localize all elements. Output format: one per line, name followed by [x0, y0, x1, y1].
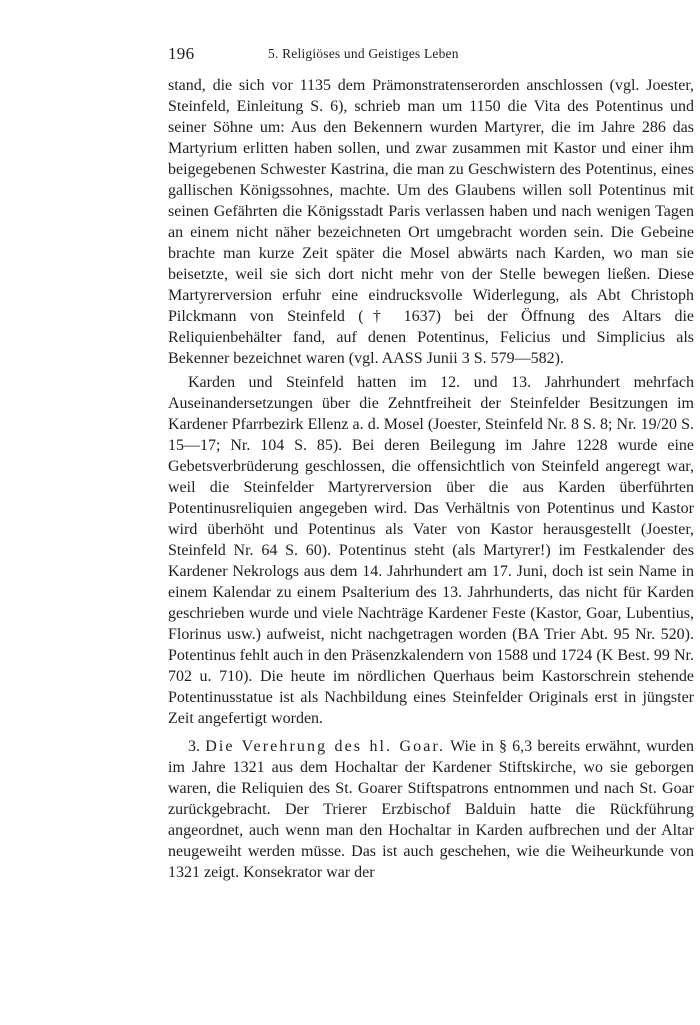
- paragraph-2-text: Karden und Steinfeld hatten im 12. und 13. Jahrhundert mehrfach Auseinandersetzungen über die Zehntfreiheit der Steinfelder Besitzungen im Kardener Pfarrbezirk Ellenz a. d. Mosel (Joester, Steinfeld Nr. 8 S. 8; Nr. 19/20 S. 15—17; Nr. 104 S. 85). Bei deren Beilegung im Jahre 1228 wurde eine Gebetsverbrüderung geschlossen, die offensichtlich von Steinfeld angeregt war, weil die Steinfelder Martyrerversion über die aus Karden überführten Potentinusreliquien angegeben wird. Das Verhältnis von Potentinus und Kastor wird überhöht und Potentinus als Vater von Kastor herausgestellt (Joester, Steinfeld Nr. 64 S. 60). Potentinus steht (als Martyrer!) im Festkalender des Kardener Nekrologs aus dem 14. Jahrhundert am 17. Juni, doch ist sein Name in einem Kalendar zu einem Psalterium des 13. Jahrhunderts, das nicht für Karden geschrieben wurde und viele Nachträge Kardener Feste (Kastor, Goar, Lubentius, Florinus usw.) aufweist, nicht nachgetragen worden (BA Trier Abt. 95 Nr. 520). Potentinus fehlt auch in den Präsenzkalendern von 1588 und 1724 (K Best. 99 Nr. 702 u. 710). Die heute im nördlichen Querhaus beim Kastorschrein stehende Potentinusstatue ist als Nachbildung eines Steinfelder Originals erst in jüngster Zeit angefertigt worden.: [168, 374, 694, 727]
- section-number: 3.: [188, 738, 200, 755]
- section-heading: Die Verehrung des hl. Goar.: [205, 738, 446, 755]
- running-head: [168, 44, 694, 66]
- paragraph-1: [168, 75, 694, 369]
- paragraph-2: [168, 372, 694, 729]
- section-title: 5. Religiöses und Geistiges Leben: [268, 46, 459, 61]
- paragraph-3-body: [168, 736, 694, 883]
- page-number: 196: [168, 44, 195, 63]
- paragraph-1-text: stand, die sich vor 1135 dem Prämonstratenserorden anschlossen (vgl. Joester, Steinfeld, Einleitung S. 6), schrieb man um 1150 die Vita des Potentinus und seiner Söhne um: Aus den Bekennern wurden Martyrer, die im Jahre 286 das Martyrium erlitten haben sollen, und zwar zusammen mit Kastor und einer ihm beigegebenen Schwester Kastrina, die man zu Geschwistern des Potentinus, eines gallischen Königssohnes, machte. Um des Glaubens willen soll Potentinus mit seinen Gefährten die Königsstadt Paris verlassen haben und nach wenigen Tagen an einem nicht näher bezeichneten Ort umgebracht worden sein. Die Gebeine brachte man kurze Zeit später die Mosel abwärts nach Karden, wo man sie beisetzte, weil sie sich dort nicht mehr von der Stelle bewegen ließen. Diese Martyrerversion erfuhr eine eindrucksvolle Widerlegung, als Abt Christoph Pilckmann von Steinfeld († 1637) bei der Öffnung des Altars die Reliquienbehälter fand, auf denen Potentinus, Felicius und Simplicius als Bekenner bezeichnet waren (vgl. AASS Junii 3 S. 579—582).: [168, 77, 694, 367]
- paragraph-3-text: Wie in § 6,3 bereits erwähnt, wurden im Jahre 1321 aus dem Hochaltar der Kardener Stiftskirche, wo sie geborgen waren, die Reliquien des St. Goarer Stiftspatrons entnommen und nach St. Goar zurückgebracht. Der Trierer Erzbischof Balduin hatte die Rückführung angeordnet, auch wenn man den Hochaltar in Karden aufbrechen und der Altar neugeweiht werden müsse. Das ist auch geschehen, wie die Weiheurkunde von 1321 zeigt. Konsekrator war der: [168, 738, 694, 881]
- paragraph-3: [168, 736, 694, 883]
